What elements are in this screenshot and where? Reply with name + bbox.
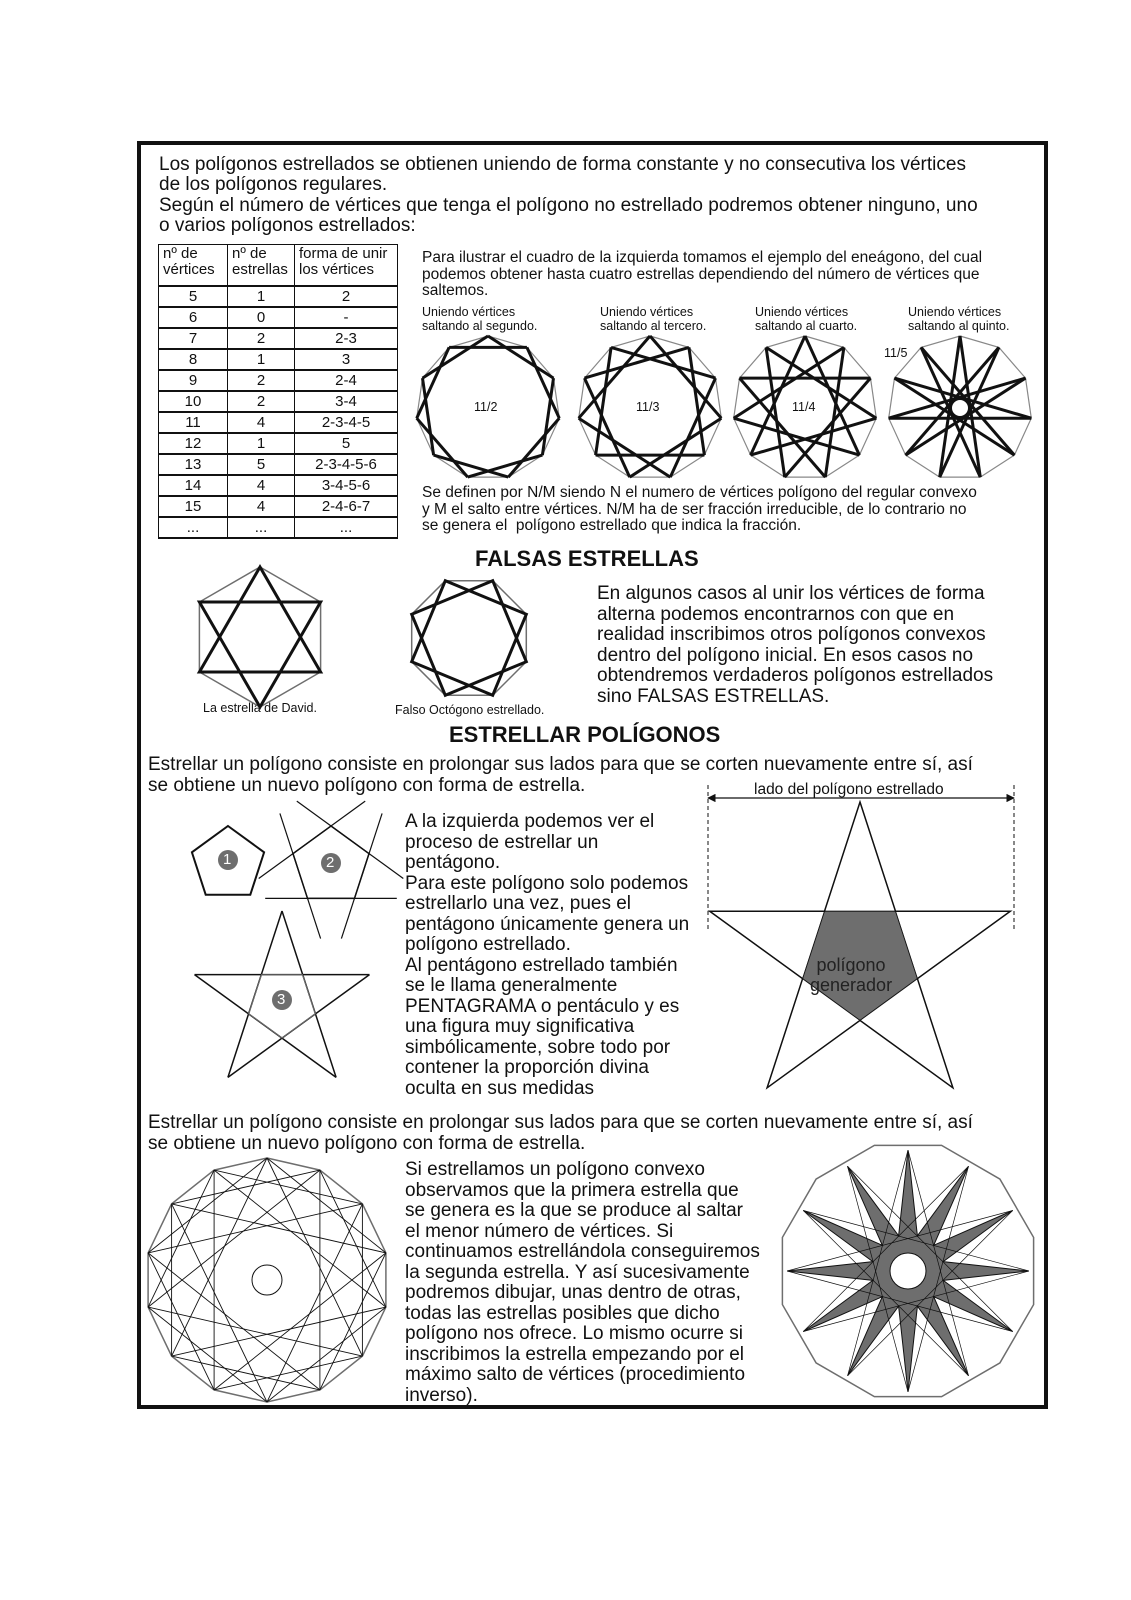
caption-skip-4: Uniendo vértices saltando al cuarto. <box>755 305 858 333</box>
star-edge <box>488 336 554 378</box>
generator-label: polígono generador <box>810 955 893 995</box>
label-11-2: 11/2 <box>474 400 498 414</box>
caption-skip-5: Uniendo vértices saltando al quinto. <box>908 305 1010 333</box>
caption-skip-2: Uniendo vértices saltando al segundo. <box>422 305 538 333</box>
cell-method: 2-3-4-5 <box>295 412 398 433</box>
star-edge <box>214 1170 386 1307</box>
center-circle <box>252 1265 282 1295</box>
intro-line-2: de los polígonos regulares. <box>159 174 388 195</box>
cell-vertices: 12 <box>159 433 228 454</box>
label-11-4: 11/4 <box>792 400 816 414</box>
cell-vertices: 14 <box>159 475 228 496</box>
cell-stars: 5 <box>228 454 295 475</box>
star-edge <box>468 455 543 477</box>
cell-vertices: 9 <box>159 370 228 391</box>
cell-stars: ... <box>228 517 295 538</box>
cell-vertices: 11 <box>159 412 228 433</box>
star-edge <box>267 1204 362 1402</box>
cell-vertices: 7 <box>159 328 228 349</box>
cell-vertices: 5 <box>159 286 228 307</box>
star-11-2-figure <box>417 336 560 477</box>
cell-method: 2-3 <box>295 328 398 349</box>
star-edge <box>267 1158 362 1356</box>
estrellar-text: A la izquierda podemos ver el proceso de estrellar un pentágono. Para este polígono solo podemos estrellarlo una vez, pues el pentágono únicamente genera un polígono estrellado. Al pentágono estrellado también se le llama generalmente PENTAGRAMA o pentáculo y es una figura muy significativa simbólicamente, sobre todo por contener la proporción divina oculta en sus medidas <box>405 811 690 1099</box>
center-circle <box>890 1253 926 1289</box>
cell-method: - <box>295 307 398 328</box>
tetradecagon-outline <box>148 1158 386 1402</box>
false-octagon-figure <box>412 581 527 696</box>
star-edge <box>267 1158 386 1253</box>
final-text: Si estrellamos un polígono convexo observamos que la primera estrella que se genera es la que se produce al saltar el menor número de vértices. Si continuamos estrellándola conseguiremos la segunda estrella. Y así sucesivamente podremos dibujar, unas dentro de otras, todas las estrellas posibles que dicho polígono nos ofrece. Lo mismo ocurre si inscribimos la estrella empezando por el máximo salto de vértices (procedimiento inverso). <box>405 1159 760 1406</box>
star-edge <box>148 1307 362 1356</box>
octagon-outline <box>412 581 527 696</box>
caption-falso-octogono: Falso Octógono estrellado. <box>395 703 545 717</box>
star-edge <box>906 347 999 455</box>
intro-line-4: o varios polígonos estrellados: <box>159 215 416 236</box>
cell-method: 2 <box>295 286 398 307</box>
star-edge <box>148 1307 267 1402</box>
fourteen-gon-stars-figure <box>148 1158 386 1402</box>
star-edge <box>417 418 468 477</box>
cell-method: 3-4 <box>295 391 398 412</box>
cell-stars: 4 <box>228 412 295 433</box>
star-edge <box>320 1253 386 1390</box>
cell-vertices: 8 <box>159 349 228 370</box>
star-edge <box>434 455 509 477</box>
star-edge <box>172 1307 386 1356</box>
estrellar-title: ESTRELLAR POLÍGONOS <box>449 722 721 747</box>
example-text: Para ilustrar el cuadro de la izquierda tomamos el ejemplo del eneágono, del cual podemos obtener hasta cuatro estrellas dependiendo del número de vértices que saltemos. <box>422 249 983 299</box>
hexagon-outline <box>199 567 320 707</box>
dodecagon-star-figure <box>782 1145 1033 1396</box>
fraction-definition: Se definen por N/M siendo N el numero de vértices polígono del regular convexo y M el salto entre vértices. N/M ha de ser fracción irreducible, de lo contrario no se genera el polígono estrellado que indica la fracción. <box>422 484 977 534</box>
star-edge <box>148 1204 362 1253</box>
cell-stars: 4 <box>228 496 295 517</box>
star-11-3-figure <box>579 336 722 477</box>
star-edge <box>320 1170 386 1307</box>
header-stars: nº de estrellas <box>228 245 295 287</box>
cell-stars: 2 <box>228 391 295 412</box>
step-2-number: 2 <box>326 854 335 871</box>
star-11-5-figure <box>889 336 1032 477</box>
triangle-down <box>199 602 320 707</box>
cell-stars: 1 <box>228 349 295 370</box>
side-label: lado del polígono estrellado <box>754 781 944 798</box>
cell-vertices: 6 <box>159 307 228 328</box>
cell-stars: 0 <box>228 307 295 328</box>
star-edge <box>172 1204 267 1402</box>
estrellar-intro: Estrellar un polígono consiste en prolongar sus lados para que se corten nuevamente entre sí, así se obtiene un nuevo polígono con forma de estrella. <box>148 754 973 796</box>
star-edge <box>148 1170 320 1307</box>
cell-vertices: ... <box>159 517 228 538</box>
cell-method: 2-3-4-5-6 <box>295 454 398 475</box>
star-edge <box>172 1158 267 1356</box>
cell-vertices: 15 <box>159 496 228 517</box>
step-1-number: 1 <box>223 851 232 868</box>
label-11-3: 11/3 <box>636 400 660 414</box>
cell-method: 2-4-6-7 <box>295 496 398 517</box>
triangle-up <box>199 567 320 672</box>
label-11-5: 11/5 <box>884 346 908 360</box>
cell-vertices: 13 <box>159 454 228 475</box>
star-edge <box>267 1307 386 1402</box>
center-circle <box>951 399 969 417</box>
extended-side <box>280 813 321 938</box>
cell-stars: 4 <box>228 475 295 496</box>
star-edge <box>508 418 559 477</box>
star-of-david-figure <box>199 567 320 707</box>
final-intro: Estrellar un polígono consiste en prolongar sus lados para que se corten nuevamente entre sí, así se obtiene un nuevo polígono con forma de estrella. <box>148 1112 973 1154</box>
star-edge <box>214 1253 386 1390</box>
pentagram-large-figure <box>710 802 1011 1088</box>
cell-stars: 1 <box>228 286 295 307</box>
falsas-text: En algunos casos al unir los vértices de forma alterna podemos encontrarnos con que en realidad inscribimos otros polígonos convexos dentro del polígono inicial. En esos casos no obtendremos verdaderos polígonos estrellados sino FALSAS ESTRELLAS. <box>597 583 994 707</box>
intro-line-1: Los polígonos estrellados se obtienen uniendo de forma constante y no consecutiva los vértices <box>159 154 966 175</box>
extended-side <box>341 813 382 938</box>
step-3-number: 3 <box>277 991 286 1008</box>
star-edge <box>148 1170 214 1307</box>
caption-skip-3: Uniendo vértices saltando al tercero. <box>600 305 707 333</box>
star-11-4-figure <box>734 336 877 477</box>
cell-vertices: 10 <box>159 391 228 412</box>
star-edge <box>172 1204 386 1253</box>
star-edge <box>148 1253 214 1390</box>
cell-method: 5 <box>295 433 398 454</box>
intro-line-3: Según el número de vértices que tenga el polígono no estrellado podremos obtener ninguno, uno <box>159 195 978 216</box>
cell-stars: 2 <box>228 370 295 391</box>
cell-stars: 1 <box>228 433 295 454</box>
cell-method: 2-4 <box>295 370 398 391</box>
falsas-title: FALSAS ESTRELLAS <box>475 546 699 571</box>
header-method: forma de unir los vértices <box>295 245 398 287</box>
star-edge <box>921 347 1014 455</box>
star-edge <box>148 1158 267 1253</box>
caption-david: La estrella de David. <box>203 701 317 715</box>
star-edge <box>148 1253 320 1390</box>
cell-stars: 2 <box>228 328 295 349</box>
cell-method: 3-4-5-6 <box>295 475 398 496</box>
cell-method: ... <box>295 517 398 538</box>
star-edge <box>423 336 489 378</box>
header-vertices: nº de vértices <box>159 245 228 287</box>
cell-method: 3 <box>295 349 398 370</box>
